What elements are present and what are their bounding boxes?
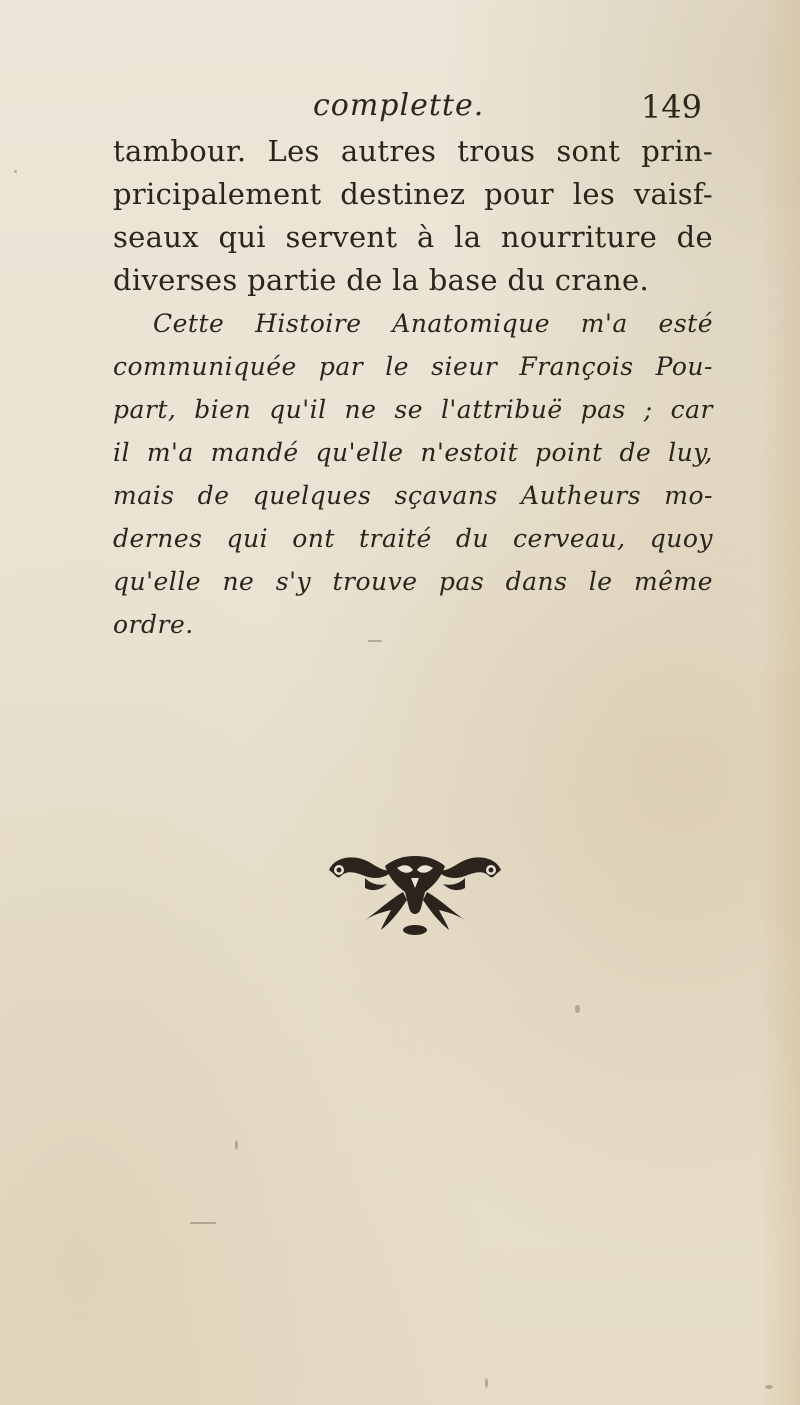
- running-head: complette.: [313, 88, 485, 123]
- text-line-italic: mais de quelques sçavans Autheurs mo-: [113, 481, 713, 510]
- text-line: diverses partie de la base du crane.: [113, 263, 649, 297]
- text-line: tambour. Les autres trous sont prin-: [113, 134, 713, 168]
- text-line-italic: Cette Histoire Anatomique m'a esté: [153, 309, 713, 338]
- text-line-italic: ordre.: [113, 610, 194, 639]
- paper-speck: [14, 170, 17, 173]
- text-line-italic: communiquée par le sieur François Pou-: [113, 352, 713, 381]
- paper-speck: [765, 1385, 773, 1389]
- page-header: [115, 88, 710, 128]
- text-line-italic: il m'a mandé qu'elle n'estoit point de luy,: [113, 438, 713, 467]
- page-edge-shadow: [760, 0, 800, 1405]
- text-line-italic: dernes qui ont traité du cerveau, quoy: [113, 524, 713, 553]
- paper-speck: [368, 640, 382, 642]
- paper-speck: [190, 1222, 216, 1224]
- paper-speck: [485, 1378, 488, 1388]
- paper-speck: [235, 1140, 238, 1150]
- text-line-italic: part, bien qu'il ne se l'attribuë pas ; car: [113, 395, 713, 424]
- text-line-italic: qu'elle ne s'y trouve pas dans le même: [113, 567, 713, 596]
- paper-speck: [575, 1005, 580, 1013]
- text-line: pricipalement destinez pour les vaisf-: [113, 177, 713, 211]
- printer-ornament-icon: [325, 848, 505, 938]
- body-text: [113, 130, 713, 646]
- page-number: 149: [640, 88, 702, 126]
- text-line: seaux qui servent à la nourriture de: [113, 220, 713, 254]
